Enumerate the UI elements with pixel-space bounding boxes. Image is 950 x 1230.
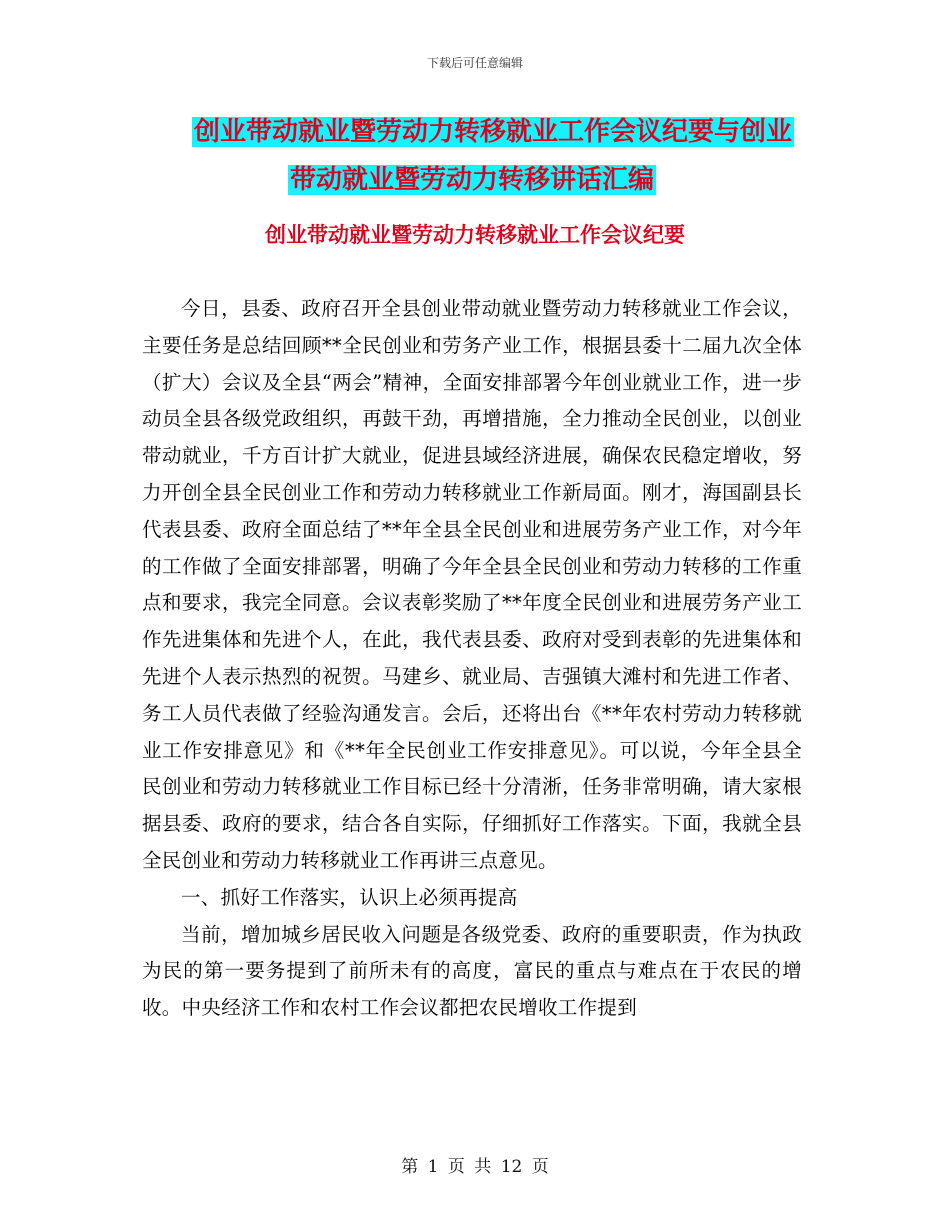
section-heading: 一、抓好工作落实，认识上必须再提高 <box>181 885 518 909</box>
title-line-2: 带动就业暨劳动力转移讲话汇编 <box>290 165 655 195</box>
page-number-footer: 第 1 页 共 12 页 <box>401 1157 549 1177</box>
paragraph: 当前，增加城乡居民收入问题是各级党委、政府的重要职责，作为执政为民的第一要务提到了前所未有的高度，富民的重点与难点在于农民的增收。中央经济工作和农村工作会议都把农民增收工作提到 <box>142 922 802 1020</box>
section-title: 创业带动就业暨劳动力转移就业工作会议纪要 <box>265 223 685 247</box>
header-note: 下载后可任意编辑 <box>426 56 523 70</box>
body-text <box>142 291 802 1027</box>
document-title <box>140 108 820 204</box>
paragraph: 今日，县委、政府召开全县创业带动就业暨劳动力转移就业工作会议，主要任务是总结回顾**全民创业和劳务产业工作，根据县委十二届九次全体（扩大）会议及全县“两会”精神，全面安排部署今年创业就业工作，进一步动员全县各级党政组织，再鼓干劲，再增措施，全力推动全民创业，以创业带动就业，千方百计扩大就业，促进县域经济进展，确保农民稳定增收，努力开创全县全民创业工作和劳动力转移就业工作新局面。刚才，海国副县长代表县委、政府全面总结了**年全县全民创业和进展劳务产业工作，对今年的工作做了全面安排部署，明确了今年全县全民创业和劳动力转移的工作重点和要求，我完全同意。会议表彰奖励了**年度全民创业和进展劳务产业工作先进集体和先进个人，在此，我代表县委、政府对受到表彰的先进集体和先进个人表示热烈的祝贺。马建乡、就业局、吉强镇大滩村和先进工作者、务工人员代表做了经验沟通发言。会后，还将出台《**年农村劳动力转移就业工作安排意见》和《**年全民创业工作安排意见》。可以说，今年全县全民创业和劳动力转移就业工作目标已经十分清淅，任务非常明确，请大家根据县委、政府的要求，结合各自实际，仔细抓好工作落实。下面，我就全县全民创业和劳动力转移就业工作再讲三点意见。 <box>142 297 802 872</box>
title-line-1: 创业带动就业暨劳动力转移就业工作会议纪要与创业 <box>194 117 793 147</box>
